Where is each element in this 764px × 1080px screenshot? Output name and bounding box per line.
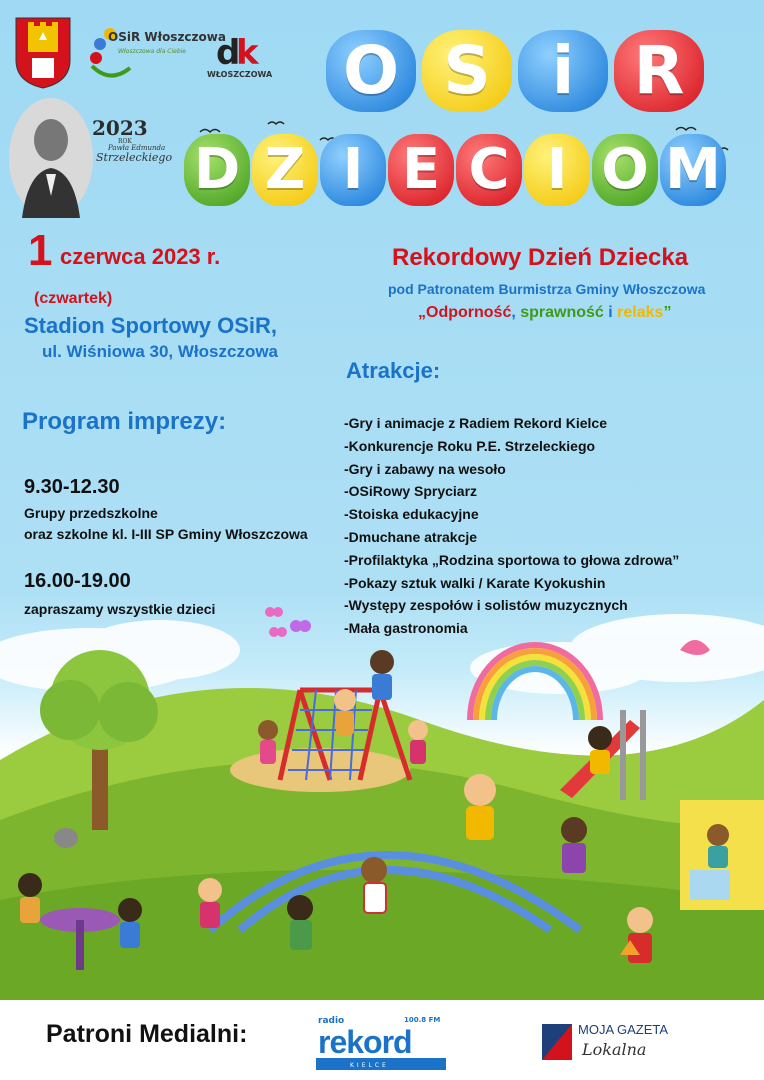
title-balloon: R (614, 30, 704, 112)
radio-small-label: radio (318, 1016, 345, 1026)
year-rok-label: ROK (118, 138, 132, 145)
attractions-heading: Atrakcje: (346, 358, 441, 383)
attraction-item: -Profilaktyka „Rodzina sportowa to głowa zdrowa” (344, 551, 680, 568)
dk-logo-name: WŁOSZCZOWA (207, 70, 273, 79)
program-slot1-line2: oraz szkolne kl. I-III SP Gminy Włoszczowa (24, 526, 308, 542)
gazette-subtitle: Lokalna (582, 1040, 647, 1059)
event-address: ul. Wiśniowa 30, Włoszczowa (42, 342, 278, 361)
year-label: 2023 (92, 116, 148, 140)
title-balloon: D (184, 134, 250, 206)
slogan-open-quote: „ (418, 304, 426, 321)
program-heading: Program imprezy: (22, 408, 227, 435)
title-balloon: i (518, 30, 608, 112)
event-weekday: (czwartek) (34, 290, 113, 307)
attraction-item: -OSiRowy Spryciarz (344, 483, 478, 500)
program-slot2-time: 16.00-19.00 (24, 570, 131, 592)
title-balloon: E (388, 134, 454, 206)
attraction-item: -Występy zespołów i solistów muzycznych (344, 597, 628, 614)
osir-logo-tagline: Włoszczowa dla Ciebie (118, 48, 186, 55)
svg-text:k: k (236, 33, 259, 73)
title-line-1 (326, 30, 704, 112)
attraction-item: -Gry i animacje z Radiem Rekord Kielce (344, 415, 607, 431)
event-date-day: 1 (28, 226, 53, 275)
osir-logo-name: OSiR Włoszczowa (108, 30, 226, 44)
title-balloon: Z (252, 134, 318, 206)
slogan-word-2: sprawność (520, 304, 604, 321)
attraction-item: -Stoiska edukacyjne (344, 506, 479, 523)
radio-name: rekord (318, 1024, 412, 1060)
town-crest-icon (14, 16, 72, 90)
gazette-logo-icon (542, 1024, 572, 1060)
program-slot2-line1: zapraszamy wszystkie dzieci (24, 601, 216, 617)
slogan-close-quote: ” (663, 304, 672, 321)
title-balloon: M (660, 134, 726, 206)
slogan-word-3: relaks (617, 304, 664, 321)
attraction-item: -Konkurencje Roku P.E. Strzeleckiego (344, 437, 596, 454)
slogan-word-1: Odporność (426, 304, 512, 321)
event-patronage: pod Patronatem Burmistrza Gminy Włoszczowa (388, 281, 706, 297)
program-slot1-line1: Grupy przedszkolne (24, 505, 158, 521)
year-patron-name: Pawła Edmunda (108, 144, 166, 152)
slogan-separator-1: , (511, 304, 521, 321)
program-slot1-time: 9.30-12.30 (24, 476, 120, 498)
slogan-separator-2: i (603, 304, 618, 321)
title-balloon: S (422, 30, 512, 112)
radio-city: KIELCE (350, 1062, 389, 1069)
title-balloon: O (592, 134, 658, 206)
title-line-2 (184, 134, 726, 206)
media-patrons-label: Patroni Medialni: (46, 1020, 248, 1048)
attraction-item: -Gry i zabawy na wesoło (344, 460, 506, 477)
title-balloon: I (524, 134, 590, 206)
title-balloon: O (326, 30, 416, 112)
portrait-strzelecki-icon (8, 96, 94, 220)
event-slogan (418, 304, 671, 322)
title-balloon: I (320, 134, 386, 206)
event-venue: Stadion Sportowy OSiR, (24, 313, 278, 338)
radio-frequency: 100.8 FM (404, 1016, 441, 1024)
attraction-item: -Mała gastronomia (344, 620, 468, 637)
year-patron-surname: Strzeleckiego (96, 151, 173, 164)
event-date-month-year: czerwca 2023 r. (60, 244, 221, 269)
attraction-item: -Dmuchane atrakcje (344, 528, 478, 545)
title-balloon: C (456, 134, 522, 206)
svg-text:d: d (216, 33, 241, 73)
attraction-item: -Pokazy sztuk walki / Karate Kyokushin (344, 574, 606, 591)
attractions-list (344, 412, 679, 640)
event-headline: Rekordowy Dzień Dziecka (392, 244, 689, 271)
gazette-name: MOJA GAZETA (578, 1022, 669, 1037)
